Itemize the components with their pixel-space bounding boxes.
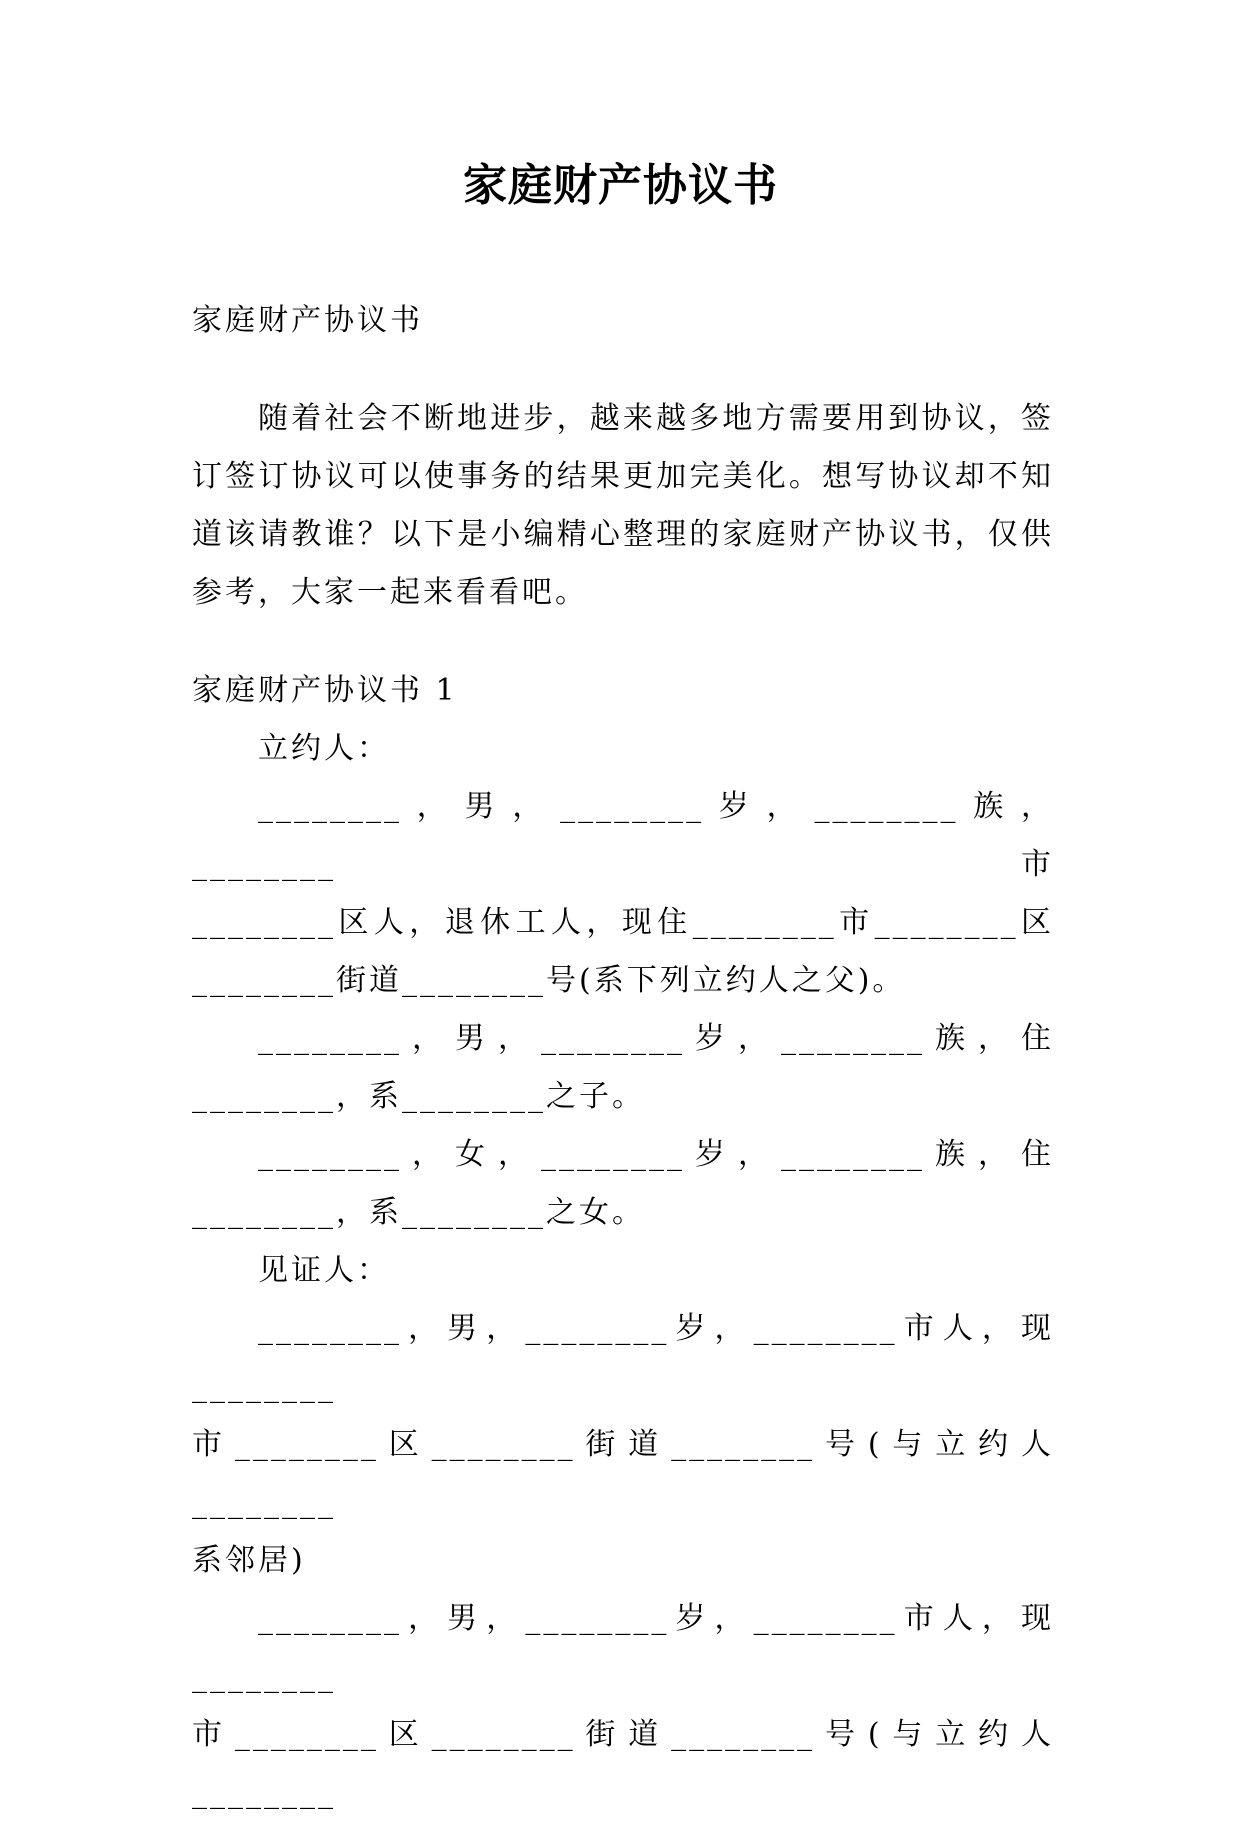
party-2-line: ________，系________之子。 [192,1079,645,1114]
intro-line: 随着社会不断地进步，越来越多地方需要用到协议，签 [258,401,1054,436]
party-1-line: ________，男，________岁，________族，________市 [192,789,1054,882]
witness-1-line: 市________区________街道________号(与立约人________ [192,1427,1054,1520]
witness-2-line: 市________区________街道________号(与立约人________ [192,1717,1054,1810]
witness-2-line: ________，男，________岁，________市人，现________ [192,1601,1054,1694]
party-3-line: ________，女，________岁，________族，住 [258,1137,1054,1172]
party-2-line: ________，男，________岁，________族，住 [258,1021,1054,1056]
party-1-line: ________街道________号(系下列立约人之父)。 [192,963,906,998]
section-heading: 家庭财产协议书 1 [192,673,458,708]
witness-heading: 见证人： [258,1253,390,1288]
intro-line: 订签订协议可以使事务的结果更加完美化。想写协议却不知 [192,459,1054,494]
intro-line: 道该请教谁？以下是小编精心整理的家庭财产协议书，仅供 [192,517,1054,552]
witness-1-line: ________，男，________岁，________市人，现________ [192,1311,1054,1404]
witness-1-line: 系邻居) [192,1543,306,1578]
document-body [192,292,1054,1822]
party-3-line: ________，系________之女。 [192,1195,645,1230]
party-heading: 立约人： [258,731,390,766]
document-title: 家庭财产协议书 [463,160,778,211]
subtitle: 家庭财产协议书 [192,303,423,338]
party-1-line: ________区人，退休工人，现住________市________区 [192,905,1054,940]
intro-line: 参考，大家一起来看看吧。 [192,575,588,610]
